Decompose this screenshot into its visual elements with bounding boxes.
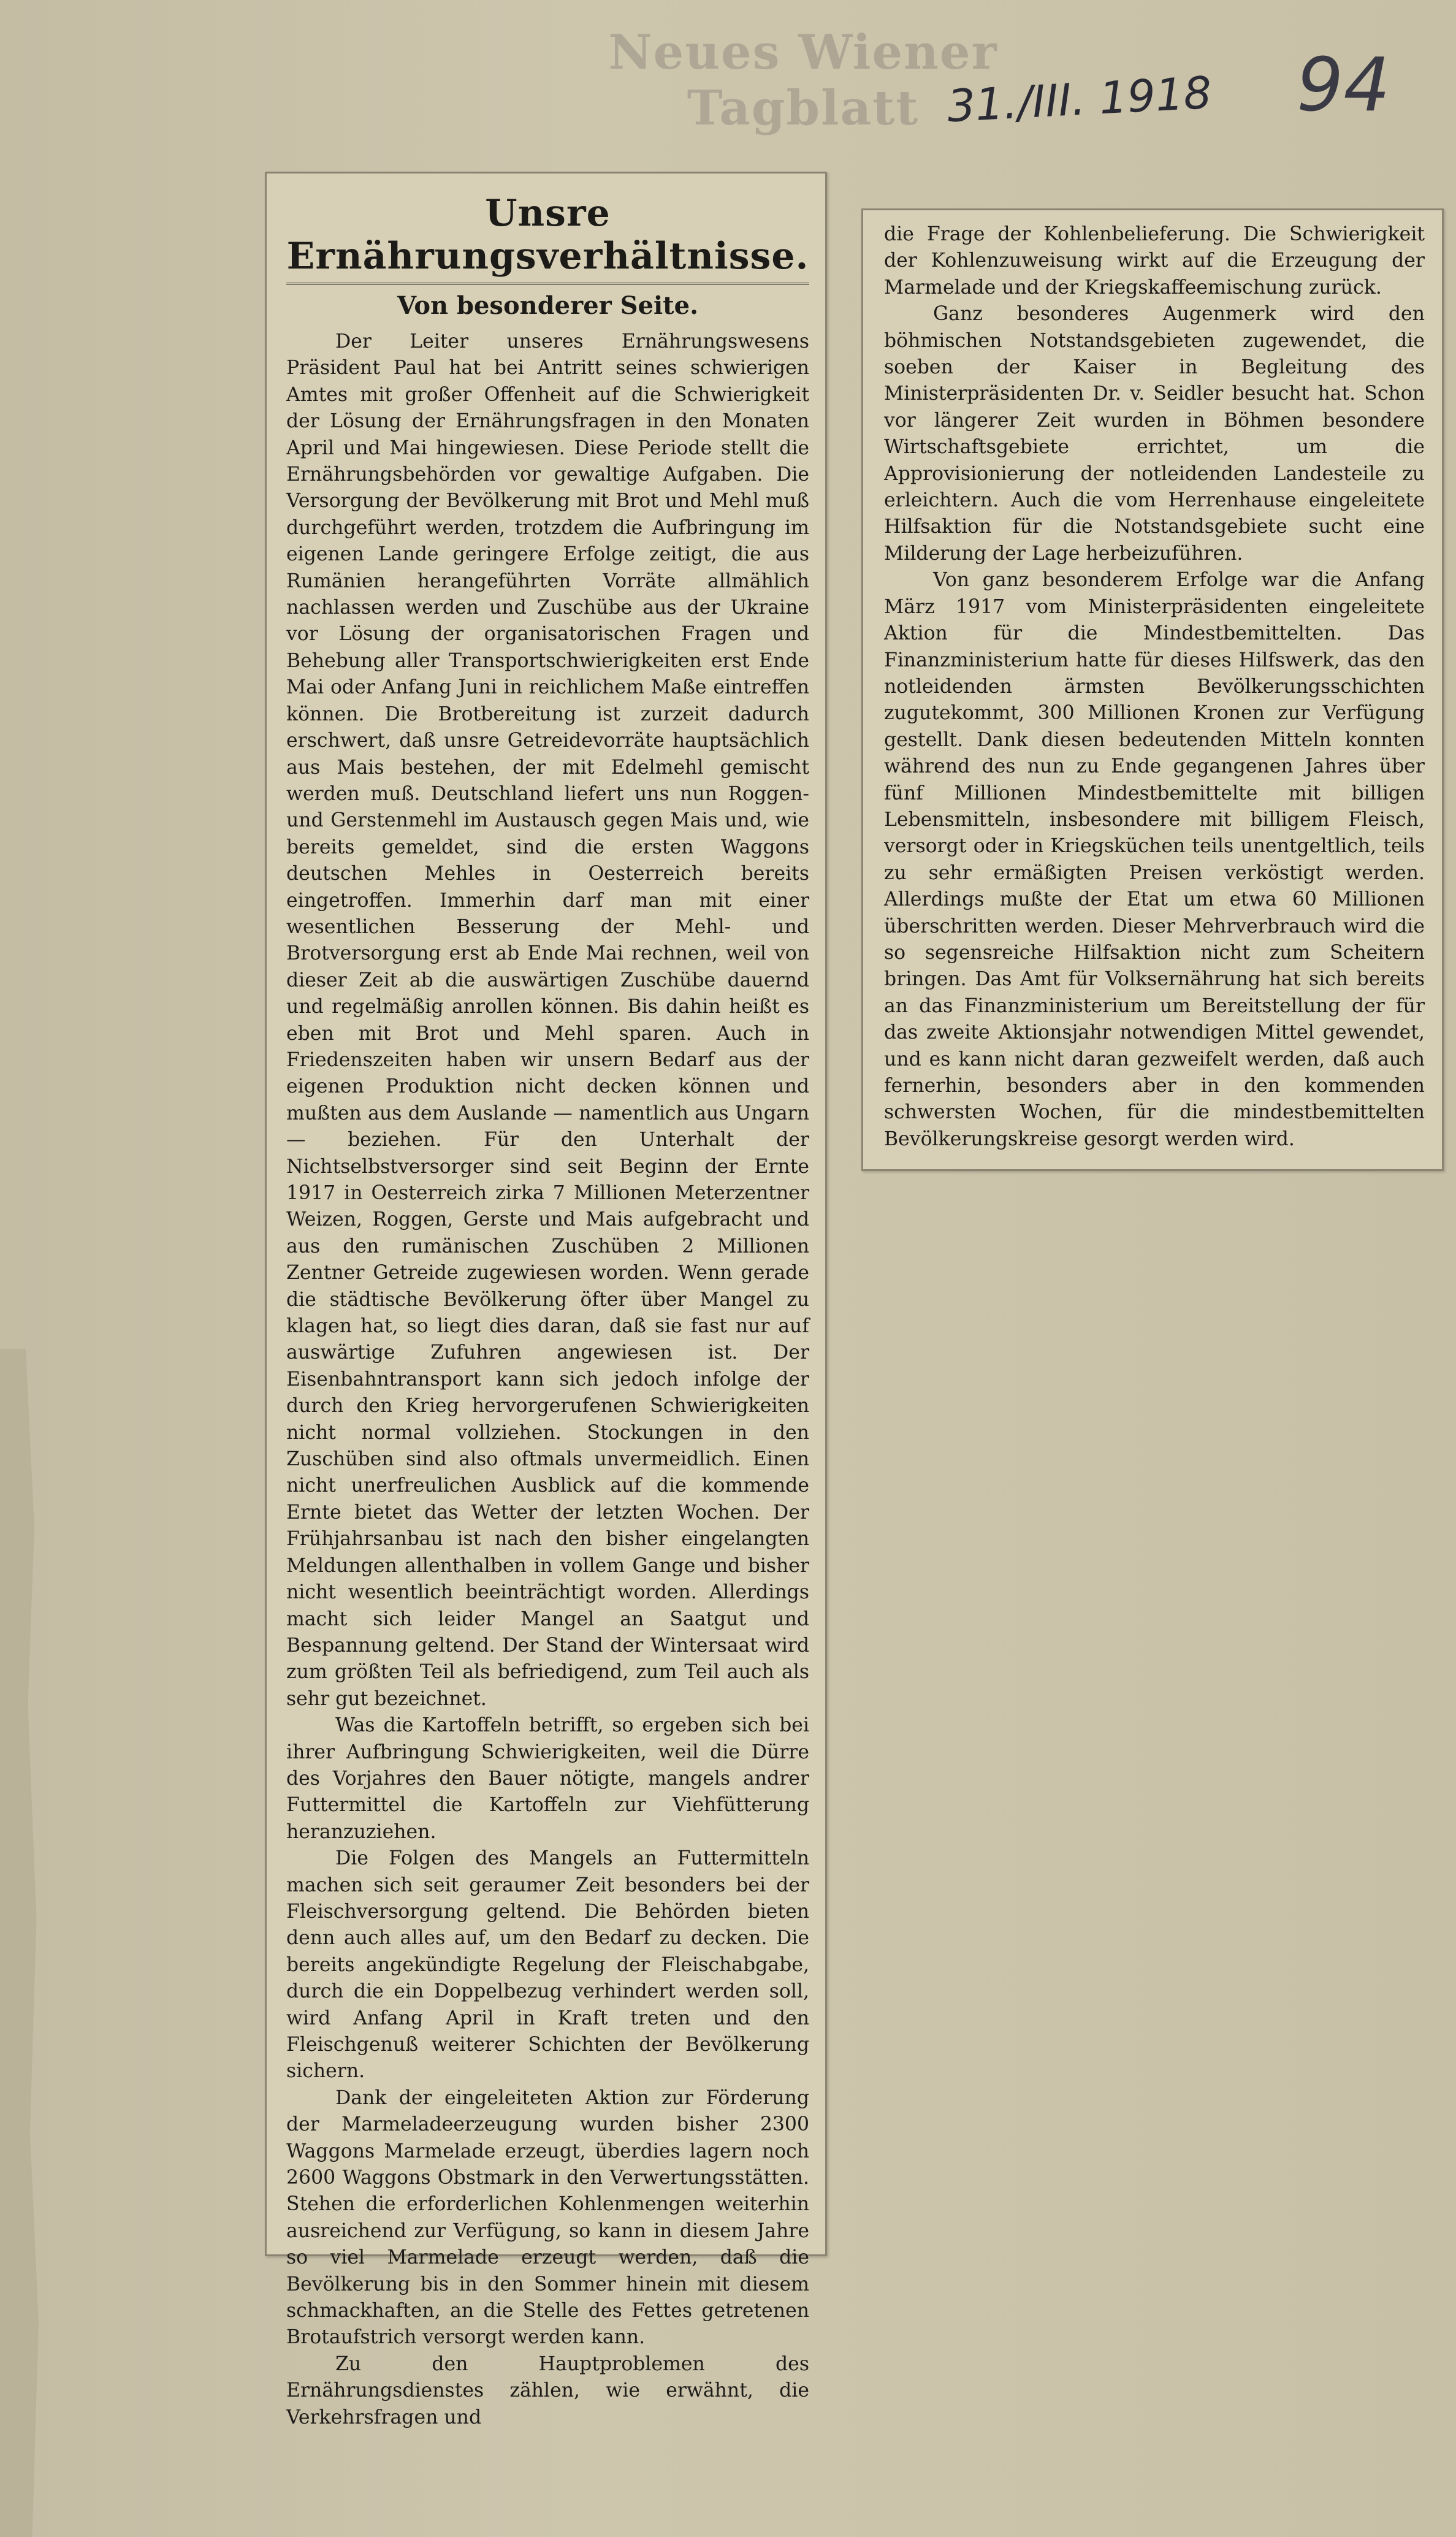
paragraph: Die Folgen des Mangels an Futtermitteln machen sich seit geraumer Zeit besonders bei der Fleischversorgung geltend. Die Behörden bieten denn auch alles auf, um den Bedarf zu decken. Die bereits angekündigte Regelung der Fleischabgabe, durch die ein Doppelbezug verhindert werden soll, wird Anfang April in Kraft treten und den Fleischgenuß weiterer Schichten der Bevölkerung sichern.	[286, 1847, 809, 2083]
paragraph: Dank der eingeleiteten Aktion zur Förderung der Marmeladeerzeugung wurden bisher 2300 Waggons Marmelade erzeugt, überdies lagern noch 2600 Waggons Obstmark in den Verwertungsstätten. Stehen die erforderlichen Kohlenmengen weiterhin ausreichend zur Verfügung, so kann in diesem Jahre so viel Marmelade erzeugt werden, daß die Bevölkerung bis in den Sommer hinein mit diesem schmackhaften, an die Stelle des Fettes getretenen Brotaufstrich versorgt werden kann.	[286, 2086, 809, 2349]
clipping-right-column	[861, 208, 1444, 1171]
newspaper-stamp: Neues Wiener Tagblatt	[608, 25, 998, 136]
paragraph: Ganz besonderes Augenmerk wird den böhmischen Notstandsgebieten zugewendet, die soeben der Kaiser in Begleitung des Ministerpräsidenten Dr. v. Seidler besucht hat. Schon vor längerer Zeit wurden in Böhmen besondere Wirtschaftsgebiete errichtet, um die Approvisionierung der notleidenden Landesteile zu erleichtern. Auch die vom Herrenhause eingeleitete Hilfsaktion für die Notstandsgebiete sucht eine Milderung der Lage herbeizuführen.	[884, 303, 1425, 565]
left-column-text	[286, 329, 809, 2431]
article-subheadline: Von besonderer Seite.	[397, 291, 699, 320]
article-headline: Unsre Ernährungsverhältnisse.	[286, 192, 809, 285]
handwritten-date: 31./III. 1918	[946, 66, 1213, 132]
right-column-text	[884, 221, 1425, 1153]
paragraph: Zu den Hauptproblemen des Ernährungsdienstes zählen, wie erwähnt, die Verkehrsfragen und	[286, 2352, 809, 2428]
clipping-left-column	[265, 172, 827, 2428]
paragraph: Was die Kartoffeln betrifft, so ergeben sich bei ihrer Aufbringung Schwierigkeiten, weil die Dürre des Vorjahres den Bauer nötigte, mangels andrer Futtermittel die Kartoffeln zur Viehfütterung heranzuziehen.	[286, 1714, 809, 1843]
paragraph: die Frage der Kohlenbelieferung. Die Schwierigkeit der Kohlenzuweisung wirkt auf die Erzeugung der Marmelade und der Kriegskaffeemischung zurück.	[884, 223, 1425, 299]
paragraph: Von ganz besonderem Erfolge war die Anfang März 1917 vom Ministerpräsidenten eingeleitete Aktion für die Mindestbemittelten. Das Finanzministerium hatte für dieses Hilfswerk, das den notleidenden ärmsten Bevölkerungsschichten zugutekommt, 300 Millionen Kronen zur Verfügung gestellt. Dank diesen bedeutenden Mitteln konnten während des nun zu Ende gegangenen Jahres über fünf Millionen Mindestbemittelte mit billigen Lebensmitteln, insbesondere mit billigem Fleisch, versorgt oder in Kriegsküchen teils unentgeltlich, teils zu sehr ermäßigten Preisen verköstigt werden. Allerdings mußte der Etat um etwa 60 Millionen überschritten werden. Dieser Mehrverbrauch wird die so segensreiche Hilfsaktion nicht zum Scheitern bringen. Das Amt für Volksernährung hat sich bereits an das Finanzministerium um Bereitstellung der für das zweite Aktionsjahr notwendigen Mittel gewendet, und es kann nicht daran gezweifelt werden, daß auch fernerhin, besonders aber in den kommenden schwersten Wochen, für die mindestbemittelten Bevölkerungskreise gesorgt werden wird.	[884, 569, 1425, 1150]
page-number: 94	[1297, 43, 1390, 128]
paragraph: Der Leiter unseres Ernährungswesens Präsident Paul hat bei Antritt seines schwierigen Amtes mit großer Offenheit auf die Schwierigkeit der Lösung der Ernährungsfragen in den Monaten April und Mai hingewiesen. Diese Periode stellt die Ernährungsbehörden vor gewaltige Aufgaben. Die Versorgung der Bevölkerung mit Brot und Mehl muß durchgeführt werden, trotzdem die Aufbringung im eigenen Lande geringere Erfolge zeitigt, die aus Rumänien herangeführten Vorräte allmählich nachlassen werden und Zuschübe aus der Ukraine vor Lösung der organisatorischen Fragen und Behebung aller Transportschwierigkeiten erst Ende Mai oder Anfang Juni in reichlichem Maße eintreffen können. Die Brotbereitung ist zurzeit dadurch erschwert, daß unsre Getreidevorräte hauptsächlich aus Mais bestehen, der mit Edelmehl gemischt werden muß. Deutschland liefert uns nun Roggen- und Gerstenmehl im Austausch gegen Mais und, wie bereits gemeldet, sind die ersten Waggons deutschen Mehles in Oesterreich bereits eingetroffen. Immerhin darf man mit einer wesentlichen Besserung der Mehl- und Brotversorgung erst ab Ende Mai rechnen, weil von dieser Zeit ab die auswärtigen Zuschübe dauernd und regelmäßig anrollen können. Bis dahin heißt es eben mit Brot und Mehl sparen. Auch in Friedenszeiten haben wir unsern Bedarf aus der eigenen Produktion nicht decken können und mußten aus dem Auslande — namentlich aus Ungarn — beziehen. Für den Unterhalt der Nichtselbstversorger sind seit Beginn der Ernte 1917 in Oesterreich zirka 7 Millionen Meterzentner Weizen, Roggen, Gerste und Mais aufgebracht und aus den rumänischen Zuschüben 2 Millionen Zentner Getreide zugewiesen worden. Wenn gerade die städtische Bevölkerung öfter über Mangel zu klagen hat, so liegt dies daran, daß sie fast nur auf auswärtige Zufuhren angewiesen ist. Der Eisenbahntransport kann sich jedoch infolge der durch den Krieg hervorgerufenen Schwierigkeiten nicht normal vollziehen. Stockungen in den Zuschüben sind also oftmals unvermeidlich. Einen nicht unerfreulichen Ausblick auf die kommende Ernte bietet das Wetter der letzten Wochen. Der Frühjahrsanbau ist nach den bisher eingelangten Meldungen allenthalben in vollem Gange und bisher nicht wesentlich beeinträchtigt worden. Allerdings macht sich leider Mangel an Saatgut und Bespannung geltend. Der Stand der Wintersaat wird zum größten Teil als befriedigend, zum Teil auch als sehr gut bezeichnet.	[286, 330, 809, 1710]
